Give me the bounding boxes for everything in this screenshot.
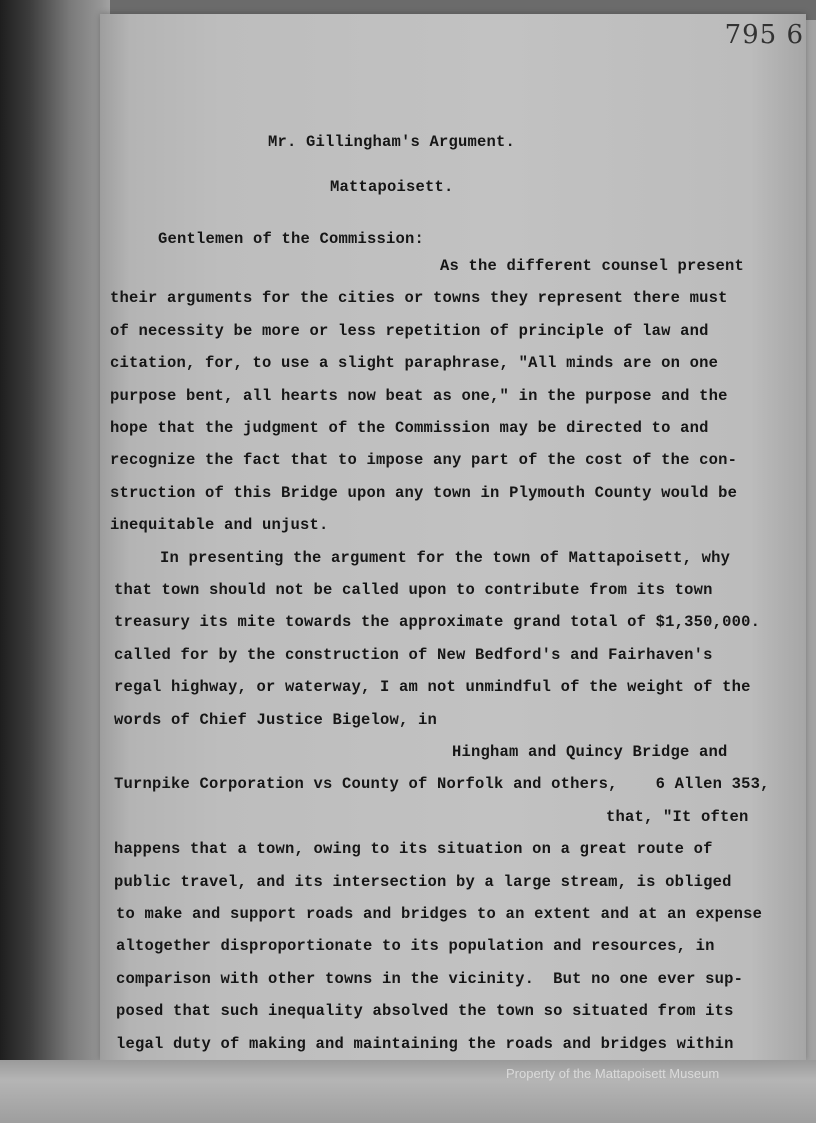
body-line: legal duty of making and maintaining the roads and bridges within — [116, 1034, 734, 1053]
body-line: their arguments for the cities or towns they represent there must — [110, 289, 728, 308]
body-line: As the different counsel present — [440, 257, 745, 275]
body-line: that town should not be called upon to contribute from its town — [114, 581, 713, 599]
body-line: purpose bent, all hearts now beat as one," in the purpose and the — [110, 386, 728, 405]
body-line: happens that a town, owing to its situation on a great route of — [114, 840, 713, 859]
body-line: Hingham and Quincy Bridge and — [452, 743, 728, 761]
body-line: words of Chief Justice Bigelow, in — [114, 710, 438, 729]
body-line: In presenting the argument for the town of Mattapoisett, why — [160, 548, 731, 567]
body-line: Turnpike Corporation vs County of Norfolk and others, 6 Allen 353, — [114, 775, 770, 794]
body-line: of necessity be more or less repetition of principle of law and — [110, 321, 709, 340]
body-line: treasury its mite towards the approximate grand total of $1,350,000. — [114, 613, 761, 632]
body-line: that, "It often — [606, 807, 749, 826]
body-line: altogether disproportionate to its population and resources, in — [116, 937, 715, 956]
body-line: inequitable and unjust. — [110, 516, 329, 535]
body-line: to make and support roads and bridges to an extent and at an expense — [116, 905, 763, 923]
body-line: posed that such inequality absolved the town so situated from its — [116, 1002, 734, 1021]
page-number: 795 6 — [724, 20, 804, 50]
body-line: regal highway, or waterway, I am not unmindful of the weight of the — [114, 678, 751, 697]
document-subtitle: Mattapoisett. — [330, 178, 454, 196]
body-line: comparison with other towns in the vicinity. But no one ever sup- — [116, 969, 744, 988]
museum-watermark: Property of the Mattapoisett Museum — [506, 1066, 720, 1081]
body-line: citation, for, to use a slight paraphrase, "All minds are on one — [110, 354, 719, 373]
body-line: called for by the construction of New Bedford's and Fairhaven's — [114, 645, 713, 664]
body-line: hope that the judgment of the Commission may be directed to and — [110, 419, 709, 437]
body-line: recognize the fact that to impose any part of the cost of the con- — [110, 451, 738, 470]
document-title: Mr. Gillingham's Argument. — [268, 133, 516, 151]
salutation: Gentlemen of the Commission: — [158, 230, 425, 248]
body-line: public travel, and its intersection by a large stream, is obliged — [114, 872, 732, 891]
document-sheet — [100, 14, 806, 1060]
scanner-left-edge — [0, 0, 110, 1060]
body-line: struction of this Bridge upon any town in Plymouth County would be — [110, 483, 738, 502]
